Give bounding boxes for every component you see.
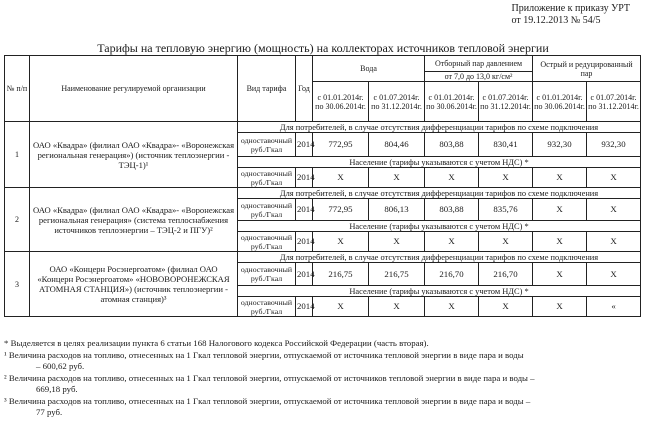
value-cell: X — [369, 297, 425, 317]
value-cell: X — [479, 168, 533, 188]
period-1: с 01.01.2014г. по 30.06.2014г. — [313, 82, 369, 122]
value-cell: X — [533, 232, 587, 252]
footnote-3: ³ Величина расходов на топливо, отнесенных на 1 Гкал тепловой энергии, отпускаемой от источника тепловой энергии в виде пара и воды – — [4, 395, 531, 406]
value-cell: 932,30 — [587, 133, 641, 157]
value-cell: 830,41 — [479, 133, 533, 157]
value-cell: X — [587, 168, 641, 188]
value-cell: X — [479, 232, 533, 252]
consumers-subheader: Для потребителей, в случае отсутствия дифференциации тарифов по схеме подключения — [238, 188, 641, 199]
value-cell: 216,70 — [479, 263, 533, 286]
footnote-2: ² Величина расходов на топливо, отнесенных на 1 Гкал тепловой энергии, отпускаемой от источников тепловой энергии в виде пара и воды – — [4, 372, 535, 383]
tariff-type: одноставочный руб./Гкал — [238, 263, 296, 286]
value-cell: X — [425, 232, 479, 252]
value-cell: 216,75 — [313, 263, 369, 286]
value-cell: X — [587, 199, 641, 221]
year: 2014 — [296, 263, 313, 286]
org-name: ОАО «Квадра» (филиал ОАО «Квадра»- «Воронежская региональная генерация» (система теплоснабжения источников теплоэнергии – ТЭЦ-2 и ПГУ)² — [30, 188, 238, 252]
value-cell: X — [313, 232, 369, 252]
population-subheader: Население (тарифы указываются с учетом НДС) * — [238, 286, 641, 297]
org-name: ОАО «Концерн Росэнергоатом» (филиал ОАО «Концерн Росэнергоатом» «НОВОВОРОНЕЖСКАЯ АТОМНАЯ СТАНЦИЯ») (источник теплоэнергии - атомная станция)³ — [30, 252, 238, 317]
col-header-tariff-type: Вид тарифа — [238, 56, 296, 122]
year: 2014 — [296, 168, 313, 188]
population-subheader: Население (тарифы указываются с учетом НДС) * — [238, 221, 641, 232]
population-subheader: Население (тарифы указываются с учетом НДС) * — [238, 157, 641, 168]
col-header-steam-pressure: от 7,0 до 13,0 кг/см² — [425, 72, 533, 82]
col-header-num: № п/п — [5, 56, 30, 122]
year: 2014 — [296, 133, 313, 157]
value-cell: X — [313, 168, 369, 188]
order-line-2: от 19.12.2013 № 54/5 — [511, 15, 601, 26]
org-name: ОАО «Квадра» (филиал ОАО «Квадра»- «Воронежская региональная генерация») (источник теплоэнергии - ТЭЦ-1)¹ — [30, 122, 238, 188]
col-header-org: Наименование регулируемой организации — [30, 56, 238, 122]
value-cell: X — [587, 232, 641, 252]
footnote-3-value: 77 руб. — [36, 407, 63, 417]
order-line-1: Приложение к приказу УРТ — [511, 3, 630, 14]
year: 2014 — [296, 297, 313, 317]
year: 2014 — [296, 232, 313, 252]
period-2: с 01.07.2014г. по 31.12.2014г. — [479, 82, 533, 122]
value-cell: X — [533, 168, 587, 188]
value-cell: X — [425, 168, 479, 188]
col-header-steam-selected: Отборный пар давлением — [425, 56, 533, 72]
footnote-1-value: – 600,62 руб. — [36, 361, 85, 371]
col-header-water: Вода — [313, 56, 425, 82]
value-cell: X — [533, 263, 587, 286]
value-cell: 932,30 — [533, 133, 587, 157]
value-cell: 803,88 — [425, 133, 479, 157]
row-number: 3 — [5, 252, 30, 317]
value-cell: X — [369, 168, 425, 188]
col-header-steam-sharp: Острый и редуцированный пар — [533, 56, 641, 82]
value-cell: 772,95 — [313, 133, 369, 157]
year: 2014 — [296, 199, 313, 221]
tariff-type: одноставочный руб./Гкал — [238, 133, 296, 157]
value-cell: « — [587, 297, 641, 317]
footnotes — [4, 338, 640, 419]
col-header-year: Год — [296, 56, 313, 122]
tariff-type: одноставочный руб./Гкал — [238, 168, 296, 188]
row-number: 2 — [5, 188, 30, 252]
value-cell: X — [587, 263, 641, 286]
value-cell: 806,13 — [369, 199, 425, 221]
value-cell: X — [479, 297, 533, 317]
value-cell: 216,75 — [369, 263, 425, 286]
value-cell: 803,88 — [425, 199, 479, 221]
value-cell: X — [425, 297, 479, 317]
value-cell: X — [533, 297, 587, 317]
period-2: с 01.07.2014г. по 31.12.2014г. — [369, 82, 425, 122]
tariff-type: одноставочный руб./Гкал — [238, 232, 296, 252]
period-1: с 01.01.2014г. по 30.06.2014г. — [533, 82, 587, 122]
tariff-type: одноставочный руб./Гкал — [238, 297, 296, 317]
value-cell: X — [533, 199, 587, 221]
consumers-subheader: Для потребителей, в случае отсутствия дифференциации тарифов по схеме подключения — [238, 252, 641, 263]
document-title: Тарифы на тепловую энергию (мощность) на коллекторах источников тепловой энергии — [97, 41, 549, 55]
order-reference — [512, 3, 631, 27]
consumers-subheader: Для потребителей, в случае отсутствия дифференциации тарифов по схеме подключения — [238, 122, 641, 133]
value-cell: 216,70 — [425, 263, 479, 286]
footnote-2-value: 669,18 руб. — [36, 384, 78, 394]
value-cell: 804,46 — [369, 133, 425, 157]
period-2: с 01.07.2014г. по 31.12.2014г. — [587, 82, 641, 122]
value-cell: 772,95 — [313, 199, 369, 221]
footnote-1: ¹ Величина расходов на топливо, отнесенных на 1 Гкал тепловой энергии, отпускаемой от источника тепловой энергии в виде пара и воды — [4, 349, 524, 360]
tariff-table — [4, 55, 641, 317]
row-number: 1 — [5, 122, 30, 188]
tariff-type: одноставочный руб./Гкал — [238, 199, 296, 221]
value-cell: X — [313, 297, 369, 317]
footnote-star: * Выделяется в целях реализации пункта 6 статьи 168 Налогового кодекса Российской Федерации (часть вторая). — [4, 338, 429, 348]
value-cell: X — [369, 232, 425, 252]
value-cell: 835,76 — [479, 199, 533, 221]
period-1: с 01.01.2014г. по 30.06.2014г. — [425, 82, 479, 122]
